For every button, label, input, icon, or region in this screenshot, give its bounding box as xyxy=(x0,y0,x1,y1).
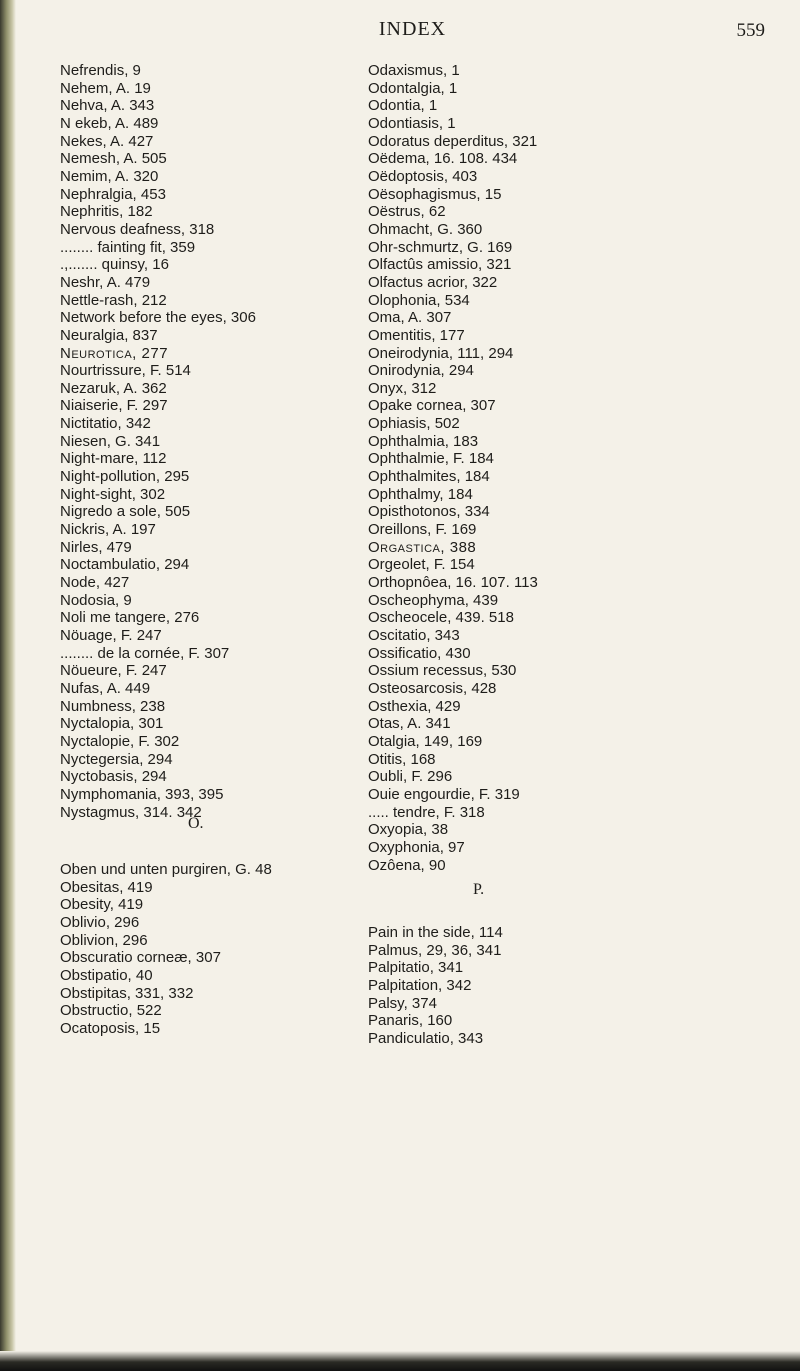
index-entry: Nettle-rash, 212 xyxy=(60,291,167,309)
index-entry: Neshr, A. 479 xyxy=(60,273,151,291)
index-entry: Odontia, 1 xyxy=(368,97,438,115)
index-entry: Nodosia, 9 xyxy=(60,591,132,609)
index-entry: Oscitatio, 343 xyxy=(368,627,460,644)
index-entry: Odaxismus, 1 xyxy=(368,62,460,79)
index-entry: .,....... quinsy, 16 xyxy=(60,256,169,274)
index-entry: Network before the eyes, 306 xyxy=(60,309,256,327)
index-entry: Oscheophyma, 439 xyxy=(368,591,499,609)
index-entry: Numbness, 238 xyxy=(60,697,166,715)
index-entry: Oneirodynia, 111, 294 xyxy=(368,344,514,362)
index-entry: Orgeolet, F. 154 xyxy=(368,556,475,574)
index-entry: Ossium recessus, 530 xyxy=(368,662,517,680)
index-entry: Nourtrissure, F. 514 xyxy=(60,362,191,380)
index-entry: Palsy, 374 xyxy=(368,994,437,1012)
index-column-ob xyxy=(60,861,380,1038)
index-entry: Nystagmus, 314. 342 xyxy=(60,803,202,821)
index-entry: Oreillons, F. 169 xyxy=(368,521,477,539)
index-entry: Panaris, 160 xyxy=(368,1012,453,1030)
index-entry: Obstipatio, 40 xyxy=(60,966,153,984)
index-entry: Oma, A. 307 xyxy=(368,309,452,327)
index-entry: Nezaruk, A. 362 xyxy=(60,379,167,397)
index-entry: Pain in the side, 114 xyxy=(368,924,503,941)
index-entry: Obesitas, 419 xyxy=(60,878,153,896)
index-entry: Ossificatio, 430 xyxy=(368,644,471,662)
index-entry: Nemim, A. 320 xyxy=(60,167,159,185)
index-entry: Ophthalmy, 184 xyxy=(368,485,473,503)
index-column-o xyxy=(368,62,788,874)
index-entry: Oësophagismus, 15 xyxy=(368,185,502,203)
index-entry: Ophiasis, 502 xyxy=(368,415,460,433)
index-entry: Omentitis, 177 xyxy=(368,326,465,344)
index-entry: ........ de la cornée, F. 307 xyxy=(60,644,230,662)
index-entry: Opake cornea, 307 xyxy=(368,397,496,415)
index-entry: Nöueure, F. 247 xyxy=(60,662,167,680)
page-number: 559 xyxy=(736,20,765,41)
section-heading-p: P. xyxy=(473,881,485,898)
index-entry: Ohr-schmurtz, G. 169 xyxy=(368,238,513,256)
index-entry: Nefrendis, 9 xyxy=(60,62,141,79)
index-entry: Ohmacht, G. 360 xyxy=(368,220,483,238)
index-entry: Olfactus acrior, 322 xyxy=(368,273,498,291)
index-entry: Noli me tangere, 276 xyxy=(60,609,200,627)
index-entry: Olfactûs amissio, 321 xyxy=(368,256,512,274)
index-entry: Palmus, 29, 36, 341 xyxy=(368,941,502,959)
index-entry: Night-sight, 302 xyxy=(60,485,166,503)
index-entry: Obscuratio corneæ, 307 xyxy=(60,949,221,967)
index-entry: Niaiserie, F. 297 xyxy=(60,397,168,415)
index-entry: Nirles, 479 xyxy=(60,538,132,556)
index-entry: Onyx, 312 xyxy=(368,379,437,397)
index-entry: Oscheocele, 439. 518 xyxy=(368,609,514,627)
index-entry: Ozôena, 90 xyxy=(368,856,446,874)
index-entry: Nickris, A. 197 xyxy=(60,521,156,539)
section-spacer xyxy=(368,880,668,924)
index-entry: Otas, A. 341 xyxy=(368,715,451,733)
section-heading-o: O. xyxy=(188,815,204,832)
index-entry: Obstipitas, 331, 332 xyxy=(60,984,194,1002)
index-entry: Nervous deafness, 318 xyxy=(60,220,215,238)
index-entry: Obesity, 419 xyxy=(60,896,144,914)
index-entry: Nufas, A. 449 xyxy=(60,679,151,697)
index-entry: Oubli, F. 296 xyxy=(368,768,453,786)
index-entry: Nyctalopie, F. 302 xyxy=(60,732,180,750)
index-entry: Ophthalmia, 183 xyxy=(368,432,479,450)
index-entry: Ouie engourdie, F. 319 xyxy=(368,785,520,803)
index-entry: Orthopnôea, 16. 107. 113 xyxy=(368,574,538,592)
index-entry: Odontalgia, 1 xyxy=(368,79,458,97)
index-entry: Oblivion, 296 xyxy=(60,931,148,949)
index-entry: Nictitatio, 342 xyxy=(60,415,151,433)
index-entry: Nehva, A. 343 xyxy=(60,97,155,115)
index-entry: Nyctobasis, 294 xyxy=(60,768,167,786)
index-entry: Otalgia, 149, 169 xyxy=(368,732,483,750)
book-binding-edge xyxy=(0,0,16,1371)
index-entry: Ocatoposis, 15 xyxy=(60,1019,161,1037)
index-column-n xyxy=(60,62,360,821)
index-entry: Orgastica, 388 xyxy=(368,538,477,556)
index-entry: Neurotica, 277 xyxy=(60,344,169,362)
index-entry: Obstructio, 522 xyxy=(60,1002,162,1020)
index-entry: Nöuage, F. 247 xyxy=(60,627,162,644)
index-entry: Oëdema, 16. 108. 434 xyxy=(368,150,518,168)
index-entry: Noctambulatio, 294 xyxy=(60,556,190,574)
page-header xyxy=(60,18,765,48)
index-entry: Nephralgia, 453 xyxy=(60,185,166,203)
index-entry: Nephritis, 182 xyxy=(60,203,153,221)
index-entry: Nigredo a sole, 505 xyxy=(60,503,191,521)
index-entry: Osteosarcosis, 428 xyxy=(368,679,497,697)
index-entry: Niesen, G. 341 xyxy=(60,432,161,450)
index-entry: Night-mare, 112 xyxy=(60,450,167,468)
index-entry: Neuralgia, 837 xyxy=(60,326,158,344)
index-entry: Palpitatio, 341 xyxy=(368,959,464,977)
index-entry: ........ fainting fit, 359 xyxy=(60,238,196,256)
index-entry: Opisthotonos, 334 xyxy=(368,503,490,521)
index-entry: Oblivio, 296 xyxy=(60,913,140,931)
index-column-p xyxy=(368,880,668,1048)
index-entry: Ophthalmie, F. 184 xyxy=(368,450,494,468)
index-entry: Onirodynia, 294 xyxy=(368,362,474,380)
index-entry: Nehem, A. 19 xyxy=(60,79,151,97)
index-entry: Oxyphonia, 97 xyxy=(368,838,465,856)
index-entry: Ophthalmites, 184 xyxy=(368,468,490,486)
index-entry: Osthexia, 429 xyxy=(368,697,461,715)
page-bottom-edge xyxy=(0,1351,800,1371)
index-entry: Nyctalopia, 301 xyxy=(60,715,164,733)
index-entry: Nemesh, A. 505 xyxy=(60,150,167,168)
index-entry: Pandiculatio, 343 xyxy=(368,1029,484,1047)
index-entry: ..... tendre, F. 318 xyxy=(368,803,485,821)
index-entry: Nymphomania, 393, 395 xyxy=(60,785,224,803)
index-entry: Node, 427 xyxy=(60,574,130,592)
index-entry: Oxyopia, 38 xyxy=(368,821,449,839)
index-entry: Palpitation, 342 xyxy=(368,976,472,994)
index-entry: N ekeb, A. 489 xyxy=(60,114,159,132)
index-entry: Otitis, 168 xyxy=(368,750,436,768)
index-entry: Odontiasis, 1 xyxy=(368,114,456,132)
index-entry: Oben und unten purgiren, G. 48 xyxy=(60,861,272,878)
index-entry: Nyctegersia, 294 xyxy=(60,750,173,768)
page-title: INDEX xyxy=(378,18,447,40)
index-entry: Nekes, A. 427 xyxy=(60,132,154,150)
index-entry: Oëstrus, 62 xyxy=(368,203,446,221)
index-entry: Odoratus deperditus, 321 xyxy=(368,132,538,150)
index-entry: Oëdoptosis, 403 xyxy=(368,167,478,185)
index-entry: Night-pollution, 295 xyxy=(60,468,190,486)
index-entry: Olophonia, 534 xyxy=(368,291,470,309)
